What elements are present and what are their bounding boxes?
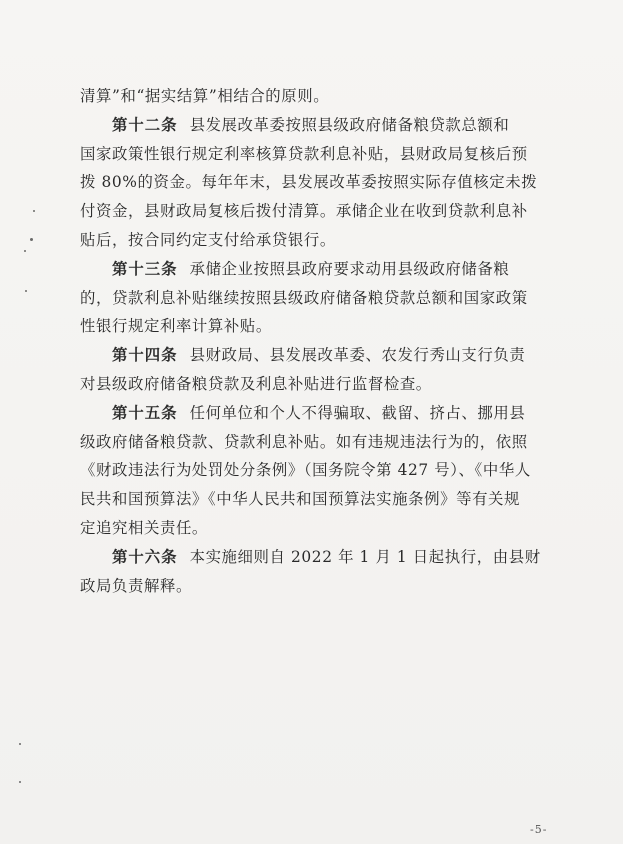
article-16-first-line (80, 543, 550, 572)
text-line: 性银行规定利率计算补贴。 (80, 317, 272, 336)
scan-speck (19, 743, 21, 745)
text-line: 定追究相关责任。 (80, 518, 208, 537)
document-body (80, 82, 550, 600)
article-heading: 第十六条 (112, 547, 178, 566)
text-line: 级政府储备粮贷款、贷款利息补贴。如有违规违法行为的，依照 (80, 432, 528, 451)
text-line: 拨 80%的资金。每年年末，县发展改革委按照实际存值核定未拨 (80, 173, 538, 192)
text-line: 《财政违法行为处罚处分条例》（国务院令第 427 号）、《中华人 (80, 461, 531, 480)
text-segment: 承储企业按照县政府要求动用县级政府储备粮 (189, 259, 510, 278)
text-line: 国家政策性银行规定利率核算贷款利息补贴，县财政局复核后预 (80, 144, 528, 163)
text-line: 民共和国预算法》《中华人民共和国预算法实施条例》等有关规 (80, 490, 521, 509)
text-segment: 本实施细则自 2022 年 1 月 1 日起执行，由县财 (189, 547, 541, 566)
article-14-first-line (80, 341, 550, 370)
scan-speck (25, 290, 27, 292)
scan-speck (30, 238, 33, 241)
article-12-first-line (80, 111, 550, 140)
text-segment: 任何单位和个人不得骗取、截留、挤占、挪用县 (189, 403, 526, 422)
article-13-first-line (80, 255, 550, 284)
text-line: 贴后，按合同约定支付给承贷银行。 (80, 230, 336, 249)
text-line: 政局负责解释。 (80, 576, 192, 595)
article-heading: 第十五条 (112, 403, 178, 422)
scan-speck (33, 210, 35, 212)
text-line: 的，贷款利息补贴继续按照县级政府储备粮贷款总额和国家政策 (80, 288, 528, 307)
text-line: 对县级政府储备粮贷款及利息补贴进行监督检查。 (80, 374, 432, 393)
scan-speck (24, 250, 26, 252)
page-number: -5- (530, 823, 548, 836)
text-line: 清算”和“据实结算”相结合的原则。 (80, 87, 330, 105)
article-heading: 第十三条 (112, 259, 178, 278)
article-heading: 第十二条 (112, 115, 178, 134)
article-15-first-line (80, 399, 550, 428)
article-heading: 第十四条 (112, 346, 178, 365)
text-line: 付资金，县财政局复核后拨付清算。承储企业在收到贷款利息补 (80, 202, 528, 221)
scan-speck (19, 781, 21, 783)
text-segment: 县发展改革委按照县级政府储备粮贷款总额和 (189, 115, 510, 134)
text-segment: 县财政局、县发展改革委、农发行秀山支行负责 (189, 346, 526, 365)
